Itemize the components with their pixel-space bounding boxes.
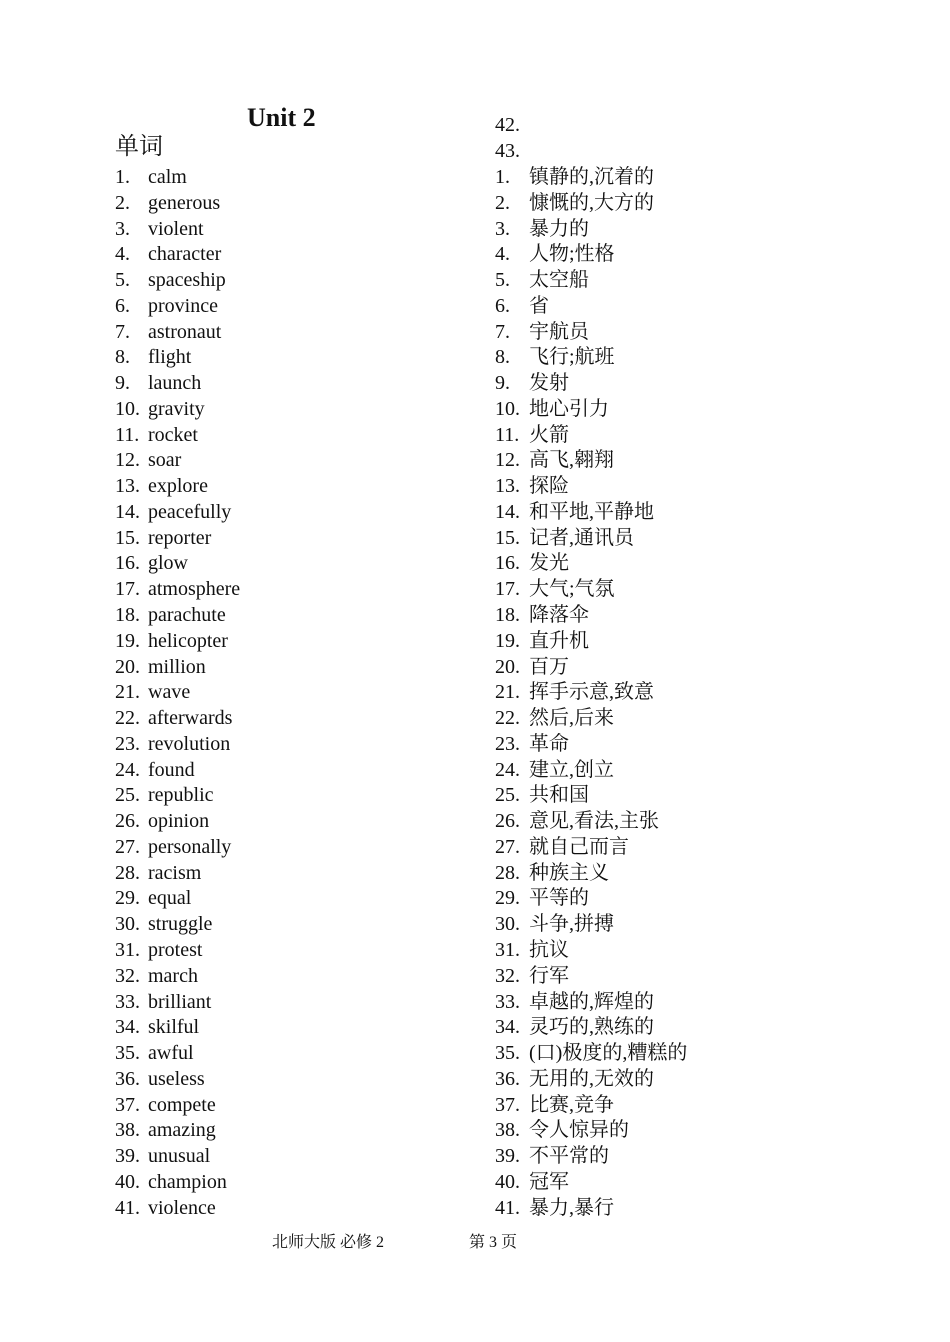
- item-text: 抗议: [529, 938, 569, 961]
- item-number: 3.: [495, 217, 510, 240]
- chinese-meaning-row: [495, 680, 687, 706]
- english-word-row: [115, 1170, 240, 1196]
- item-text: 和平地,平静地: [529, 500, 654, 523]
- item-number: 10.: [115, 397, 140, 420]
- item-number: 12.: [495, 449, 520, 472]
- english-word-list: [115, 165, 240, 1221]
- chinese-meaning-row: [495, 448, 687, 474]
- english-word-row: [115, 474, 240, 500]
- chinese-meaning-row: [495, 577, 687, 603]
- item-number: 32.: [115, 964, 140, 987]
- item-number: 30.: [495, 913, 520, 936]
- chinese-meaning-row: [495, 268, 687, 294]
- item-text: 发光: [529, 552, 569, 575]
- english-word-row: [115, 165, 240, 191]
- unit-title: Unit 2: [247, 103, 316, 132]
- item-number: 36.: [115, 1067, 140, 1090]
- item-text: 种族主义: [529, 861, 609, 884]
- item-number: 43.: [495, 139, 520, 162]
- chinese-meaning-row: [495, 655, 687, 681]
- item-number: 37.: [115, 1093, 140, 1116]
- chinese-meaning-list: [495, 165, 687, 1221]
- item-text: character: [148, 243, 222, 266]
- item-number: 34.: [115, 1016, 140, 1039]
- chinese-meaning-row: [495, 732, 687, 758]
- item-text: province: [148, 294, 218, 317]
- item-text: calm: [148, 166, 187, 188]
- item-number: 29.: [495, 887, 520, 910]
- chinese-meaning-row: [495, 758, 687, 784]
- item-text: 建立,创立: [529, 758, 614, 781]
- english-word-row: [115, 345, 240, 371]
- item-text: revolution: [148, 732, 231, 755]
- item-number: 28.: [115, 861, 140, 884]
- item-number: 7.: [495, 320, 510, 343]
- chinese-meaning-row: [495, 526, 687, 552]
- item-text: 百万: [529, 655, 569, 678]
- item-text: 令人惊异的: [529, 1119, 629, 1142]
- english-word-row: [115, 655, 240, 681]
- english-word-row: [115, 835, 240, 861]
- english-word-row: [115, 629, 240, 655]
- item-text: 暴力,暴行: [529, 1196, 614, 1219]
- item-number: 34.: [495, 1016, 520, 1039]
- item-number: 31.: [495, 938, 520, 961]
- english-word-row: [115, 397, 240, 423]
- english-word-row: [115, 217, 240, 243]
- item-text: skilful: [148, 1016, 200, 1039]
- item-text: spaceship: [148, 269, 226, 292]
- item-number: 7.: [115, 320, 130, 343]
- item-text: march: [148, 964, 198, 987]
- item-number: 8.: [115, 346, 130, 369]
- english-word-row: [115, 706, 240, 732]
- item-text: 然后,后来: [529, 707, 614, 730]
- english-word-row: [115, 500, 240, 526]
- item-text: racism: [148, 861, 202, 884]
- item-number: 42.: [495, 114, 520, 136]
- english-word-row: [115, 603, 240, 629]
- english-word-row: [115, 551, 240, 577]
- item-number: 6.: [495, 294, 510, 317]
- item-text: rocket: [148, 423, 198, 446]
- english-word-row: [115, 294, 240, 320]
- chinese-meaning-row: [495, 964, 687, 990]
- item-text: brilliant: [148, 990, 212, 1013]
- item-text: republic: [148, 784, 214, 807]
- item-number: 5.: [115, 269, 130, 292]
- item-number: 1.: [115, 166, 130, 188]
- english-word-row: [115, 886, 240, 912]
- chinese-meaning-row: [495, 938, 687, 964]
- item-number: 28.: [495, 861, 520, 884]
- item-number: 3.: [115, 217, 130, 240]
- item-number: 4.: [495, 243, 510, 266]
- item-text: peacefully: [148, 500, 232, 523]
- item-number: 20.: [115, 655, 140, 678]
- item-text: 冠军: [529, 1170, 569, 1193]
- item-text: personally: [148, 835, 232, 858]
- item-number: 33.: [495, 990, 520, 1013]
- item-number: 23.: [495, 732, 520, 755]
- item-text: 无用的,无效的: [529, 1067, 654, 1090]
- item-number: 38.: [495, 1119, 520, 1142]
- item-text: helicopter: [148, 629, 228, 652]
- item-text: 发射: [529, 372, 569, 395]
- item-number: 9.: [495, 372, 510, 395]
- english-word-row: [115, 809, 240, 835]
- overflow-number-row: [495, 113, 529, 139]
- item-number: 11.: [115, 423, 140, 446]
- item-number: 24.: [495, 758, 520, 781]
- english-word-row: [115, 1093, 240, 1119]
- item-number: 2.: [495, 191, 510, 214]
- item-number: 40.: [115, 1170, 140, 1193]
- item-text: 灵巧的,熟练的: [529, 1016, 654, 1039]
- item-text: million: [148, 655, 206, 678]
- chinese-meaning-row: [495, 294, 687, 320]
- english-word-row: [115, 526, 240, 552]
- item-number: 16.: [495, 552, 520, 575]
- chinese-meaning-row: [495, 783, 687, 809]
- chinese-meaning-row: [495, 551, 687, 577]
- item-number: 41.: [495, 1196, 520, 1219]
- english-word-row: [115, 783, 240, 809]
- chinese-meaning-row: [495, 1144, 687, 1170]
- item-number: 37.: [495, 1093, 520, 1116]
- item-text: soar: [148, 449, 182, 472]
- english-word-row: [115, 732, 240, 758]
- english-word-row: [115, 320, 240, 346]
- item-text: 探险: [529, 475, 569, 498]
- english-word-row: [115, 861, 240, 887]
- chinese-meaning-row: [495, 242, 687, 268]
- english-word-row: [115, 912, 240, 938]
- item-text: 火箭: [529, 423, 569, 446]
- item-number: 10.: [495, 397, 520, 420]
- item-number: 38.: [115, 1119, 140, 1142]
- item-number: 39.: [495, 1145, 520, 1168]
- item-number: 19.: [115, 629, 140, 652]
- item-text: protest: [148, 938, 203, 961]
- item-text: equal: [148, 887, 192, 910]
- chinese-meaning-row: [495, 1118, 687, 1144]
- chinese-meaning-row: [495, 474, 687, 500]
- english-word-row: [115, 1067, 240, 1093]
- chinese-meaning-row: [495, 345, 687, 371]
- overflow-number-list: [495, 113, 529, 165]
- item-text: atmosphere: [148, 578, 241, 601]
- item-text: explore: [148, 475, 208, 498]
- item-text: 意见,看法,主张: [529, 810, 659, 833]
- english-word-row: [115, 1196, 240, 1222]
- item-number: 15.: [495, 526, 520, 549]
- chinese-meaning-row: [495, 1015, 687, 1041]
- item-text: 比赛,竞争: [529, 1093, 614, 1116]
- chinese-meaning-row: [495, 1041, 687, 1067]
- item-text: struggle: [148, 913, 213, 936]
- section-heading: 单词: [115, 134, 163, 160]
- item-number: 20.: [495, 655, 520, 678]
- chinese-meaning-row: [495, 371, 687, 397]
- item-number: 19.: [495, 629, 520, 652]
- chinese-meaning-row: [495, 990, 687, 1016]
- chinese-meaning-row: [495, 861, 687, 887]
- item-text: 直升机: [529, 629, 589, 652]
- item-text: gravity: [148, 397, 205, 420]
- item-number: 23.: [115, 732, 140, 755]
- chinese-meaning-row: [495, 423, 687, 449]
- item-number: 25.: [495, 784, 520, 807]
- item-text: 高飞,翱翔: [529, 449, 614, 472]
- chinese-meaning-row: [495, 629, 687, 655]
- english-word-row: [115, 1118, 240, 1144]
- english-word-row: [115, 268, 240, 294]
- item-text: opinion: [148, 810, 210, 833]
- item-text: violent: [148, 217, 204, 240]
- item-text: 地心引力: [529, 397, 609, 420]
- item-number: 21.: [115, 681, 140, 704]
- item-number: 26.: [495, 810, 520, 833]
- item-number: 24.: [115, 758, 140, 781]
- item-text: unusual: [148, 1145, 211, 1168]
- english-word-row: [115, 680, 240, 706]
- chinese-meaning-row: [495, 912, 687, 938]
- english-word-row: [115, 371, 240, 397]
- item-text: (口)极度的,糟糕的: [529, 1042, 688, 1065]
- item-text: 慷慨的,大方的: [529, 191, 654, 214]
- footer-edition: 北师大版 必修 2: [272, 1234, 385, 1251]
- english-word-row: [115, 758, 240, 784]
- item-number: 5.: [495, 269, 510, 292]
- english-word-row: [115, 242, 240, 268]
- english-word-row: [115, 577, 240, 603]
- item-number: 18.: [495, 604, 520, 627]
- item-text: 共和国: [529, 784, 589, 807]
- item-text: 太空船: [529, 269, 589, 292]
- chinese-meaning-row: [495, 1093, 687, 1119]
- item-text: 斗争,拼搏: [529, 913, 614, 936]
- chinese-meaning-row: [495, 397, 687, 423]
- item-number: 15.: [115, 526, 140, 549]
- item-number: 31.: [115, 938, 140, 961]
- item-number: 40.: [495, 1170, 520, 1193]
- item-text: champion: [148, 1170, 227, 1193]
- item-number: 17.: [115, 578, 140, 601]
- item-text: compete: [148, 1093, 216, 1116]
- item-number: 12.: [115, 449, 140, 472]
- item-text: 挥手示意,致意: [529, 681, 654, 704]
- item-number: 39.: [115, 1145, 140, 1168]
- item-number: 32.: [495, 964, 520, 987]
- footer-page-number: 第 3 页: [469, 1234, 518, 1251]
- item-text: 平等的: [529, 887, 589, 910]
- item-number: 14.: [495, 500, 520, 523]
- item-number: 13.: [115, 475, 140, 498]
- item-text: 飞行;航班: [529, 346, 615, 369]
- item-number: 2.: [115, 191, 130, 214]
- english-word-row: [115, 938, 240, 964]
- english-word-row: [115, 1144, 240, 1170]
- chinese-meaning-row: [495, 1170, 687, 1196]
- item-text: 省: [529, 294, 549, 317]
- chinese-meaning-row: [495, 886, 687, 912]
- item-number: 6.: [115, 294, 130, 317]
- item-number: 35.: [115, 1042, 140, 1065]
- chinese-meaning-row: [495, 217, 687, 243]
- item-number: 14.: [115, 500, 140, 523]
- item-number: 16.: [115, 552, 140, 575]
- item-text: useless: [148, 1067, 205, 1090]
- item-number: 27.: [495, 835, 520, 858]
- chinese-meaning-row: [495, 835, 687, 861]
- item-text: wave: [148, 681, 191, 704]
- item-text: violence: [148, 1196, 216, 1219]
- item-number: 36.: [495, 1067, 520, 1090]
- item-text: awful: [148, 1042, 194, 1065]
- item-text: 镇静的,沉着的: [529, 166, 654, 188]
- chinese-meaning-row: [495, 706, 687, 732]
- item-text: 人物;性格: [529, 243, 615, 266]
- item-text: 大气;气氛: [529, 578, 615, 601]
- item-number: 22.: [495, 707, 520, 730]
- item-number: 35.: [495, 1042, 520, 1065]
- item-text: generous: [148, 191, 221, 214]
- item-number: 27.: [115, 835, 140, 858]
- english-word-row: [115, 964, 240, 990]
- item-number: 41.: [115, 1196, 140, 1219]
- chinese-meaning-row: [495, 191, 687, 217]
- item-number: 9.: [115, 372, 130, 395]
- item-number: 33.: [115, 990, 140, 1013]
- chinese-meaning-row: [495, 809, 687, 835]
- english-word-row: [115, 423, 240, 449]
- item-number: 13.: [495, 475, 520, 498]
- item-text: 暴力的: [529, 217, 589, 240]
- item-text: found: [148, 758, 195, 781]
- item-number: 8.: [495, 346, 510, 369]
- item-text: glow: [148, 552, 188, 575]
- item-text: parachute: [148, 604, 226, 627]
- chinese-meaning-row: [495, 165, 687, 191]
- item-text: 卓越的,辉煌的: [529, 990, 654, 1013]
- item-number: 22.: [115, 707, 140, 730]
- overflow-number-row: [495, 139, 529, 165]
- item-text: amazing: [148, 1119, 216, 1142]
- item-number: 18.: [115, 604, 140, 627]
- item-text: 就自己而言: [529, 835, 629, 858]
- english-word-row: [115, 191, 240, 217]
- item-number: 25.: [115, 784, 140, 807]
- chinese-meaning-row: [495, 1196, 687, 1222]
- item-text: 革命: [529, 732, 569, 755]
- english-word-row: [115, 448, 240, 474]
- english-word-row: [115, 1015, 240, 1041]
- english-word-row: [115, 990, 240, 1016]
- item-text: flight: [148, 346, 192, 369]
- item-text: 宇航员: [529, 320, 589, 343]
- item-number: 21.: [495, 681, 520, 704]
- item-text: afterwards: [148, 707, 233, 730]
- item-text: launch: [148, 372, 202, 395]
- item-number: 26.: [115, 810, 140, 833]
- item-number: 17.: [495, 578, 520, 601]
- item-number: 11.: [495, 423, 520, 446]
- chinese-meaning-row: [495, 320, 687, 346]
- chinese-meaning-row: [495, 500, 687, 526]
- item-text: 不平常的: [529, 1145, 609, 1168]
- english-word-row: [115, 1041, 240, 1067]
- item-text: reporter: [148, 526, 212, 549]
- item-text: astronaut: [148, 320, 222, 343]
- item-text: 降落伞: [529, 604, 589, 627]
- item-text: 记者,通讯员: [529, 526, 634, 549]
- item-number: 29.: [115, 887, 140, 910]
- chinese-meaning-row: [495, 1067, 687, 1093]
- chinese-meaning-row: [495, 603, 687, 629]
- item-number: 1.: [495, 166, 510, 188]
- item-number: 30.: [115, 913, 140, 936]
- item-number: 4.: [115, 243, 130, 266]
- item-text: 行军: [529, 964, 569, 987]
